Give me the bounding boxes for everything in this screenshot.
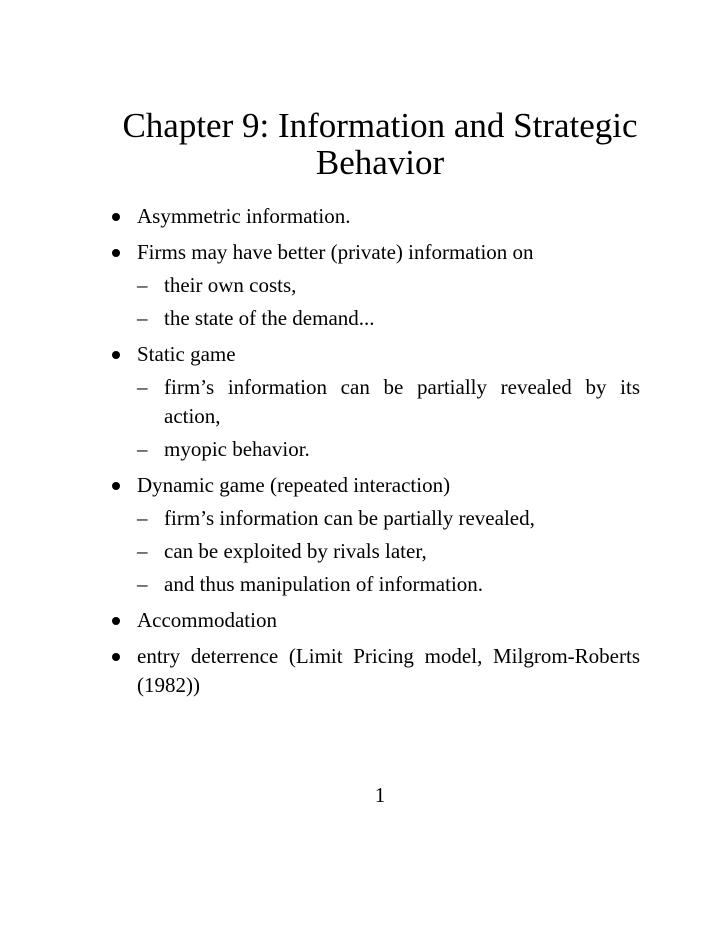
sub-list xyxy=(137,373,640,464)
title-line-2: Behavior xyxy=(315,143,445,182)
page-title xyxy=(80,107,680,181)
bullet-text: Asymmetric information. xyxy=(137,204,351,228)
bullet-item xyxy=(110,606,640,635)
sub-text: their own costs, xyxy=(164,273,297,297)
bullet-item xyxy=(110,238,640,333)
dash-icon: – xyxy=(137,306,148,330)
page-number: 1 xyxy=(374,783,386,807)
bullet-dot-icon xyxy=(112,351,120,359)
dash-icon: – xyxy=(137,273,148,297)
bullet-dot-icon xyxy=(112,213,120,221)
dash-icon: – xyxy=(137,437,148,461)
sub-item xyxy=(137,504,640,533)
bullet-item xyxy=(110,471,640,599)
bullet-dot-icon xyxy=(112,249,120,257)
sub-item xyxy=(137,537,640,566)
dash-icon: – xyxy=(137,539,148,563)
sub-list xyxy=(137,504,640,599)
sub-text: the state of the demand... xyxy=(164,306,375,330)
dash-icon: – xyxy=(137,572,148,596)
sub-text: firm’s information can be partially revealed by its action, xyxy=(164,375,640,428)
sub-text: firm’s information can be partially revealed, xyxy=(164,506,535,530)
bullet-dot-icon xyxy=(112,617,120,625)
sub-item xyxy=(137,271,640,300)
bullet-text: entry deterrence (Limit Pricing model, Milgrom-Roberts (1982)) xyxy=(137,644,640,697)
bullet-dot-icon xyxy=(112,482,120,490)
title-line-1: Chapter 9: Information and Strategic xyxy=(122,106,638,145)
bullet-item xyxy=(110,642,640,700)
sub-text: can be exploited by rivals later, xyxy=(164,539,427,563)
bullet-list xyxy=(110,202,640,707)
bullet-dot-icon xyxy=(112,653,120,661)
bullet-item xyxy=(110,202,640,231)
dash-icon: – xyxy=(137,506,148,530)
bullet-text: Firms may have better (private) information on xyxy=(137,240,534,264)
bullet-item xyxy=(110,340,640,464)
sub-item xyxy=(137,304,640,333)
dash-icon: – xyxy=(137,375,148,399)
bullet-text: Accommodation xyxy=(137,608,277,632)
sub-list xyxy=(137,271,640,333)
sub-item xyxy=(137,373,640,431)
sub-text: and thus manipulation of information. xyxy=(164,572,484,596)
sub-item xyxy=(137,435,640,464)
sub-text: myopic behavior. xyxy=(164,437,310,461)
bullet-text: Dynamic game (repeated interaction) xyxy=(137,473,451,497)
bullet-text: Static game xyxy=(137,342,236,366)
sub-item xyxy=(137,570,640,599)
